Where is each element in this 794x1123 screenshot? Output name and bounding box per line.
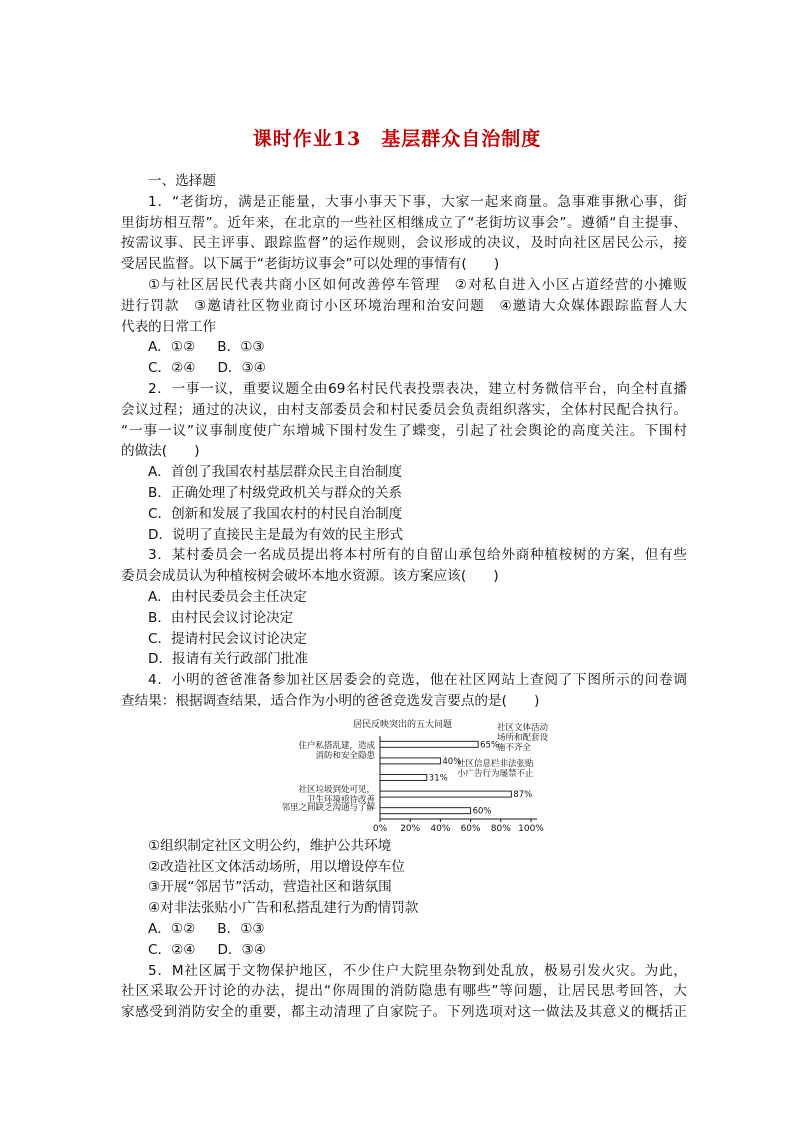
bar — [380, 774, 427, 780]
option-b[interactable]: B．①③ — [217, 920, 265, 937]
question-line: 受居民监督。以下属于“老街坊议事会”可以处理的事情有( ) — [121, 256, 500, 273]
option-row — [121, 358, 687, 379]
question-4 — [121, 670, 687, 960]
question-line: 按需议事、民主评事、跟踪监督”的运作规则，会议形成的决议，及时向社区居民公示，接 — [121, 235, 687, 252]
x-tick-label: 20% — [400, 823, 421, 832]
option-row — [121, 940, 687, 961]
option-row — [121, 919, 687, 940]
question-line: 4．小明的爸爸准备参加社区居委会的竞选，他在社区网站上查阅了下图所示的问卷调 — [148, 672, 687, 689]
question-line: 3．某村委员会一名成员提出将本村所有的自留山承包给外商种植桉树的方案，但有些 — [148, 547, 687, 564]
question-5 — [121, 961, 687, 1023]
x-tick-label: 0% — [372, 823, 388, 832]
option-row — [121, 337, 687, 358]
option-d[interactable]: D．报请有关行政部门批准 — [148, 651, 308, 668]
option-b[interactable]: B．由村民会议讨论决定 — [148, 609, 294, 626]
question-line: 的做法( ) — [121, 443, 200, 460]
question-1 — [121, 192, 687, 379]
category-label: 社区信息栏非法张贴 — [457, 758, 534, 769]
category-label: 场所和配套设 — [497, 732, 549, 743]
category-label: 住户私搭乱建，造成 — [298, 740, 375, 751]
category-label: 小广告行为屡禁不止 — [457, 768, 534, 779]
option-a[interactable]: A．①② — [148, 339, 196, 356]
statement-item: ④对非法张贴小广告和私搭乱建行为酌情罚款 — [148, 900, 419, 917]
option-c[interactable]: C．②④ — [148, 360, 196, 377]
section-heading: 一、选择题 — [148, 173, 216, 189]
option-a[interactable]: A．①② — [148, 920, 196, 937]
statement-item: ①组织制定社区文明公约，维护公共环境 — [148, 837, 392, 854]
chart-title: 居民反映突出的五大问题 — [353, 719, 453, 730]
question-line: 2．一事一议，重要议题全由69名村民代表投票表决，建立村务微信平台，向全村直播 — [148, 380, 687, 397]
category-label: 社区文体活动 — [497, 722, 549, 733]
statement-item: ③开展“邻居节”活动，营造社区和谐氛围 — [148, 879, 392, 896]
question-line: 1．“老街坊，满是正能量，大事小事天下事，大家一起来商量。急事难事揪心事，街 — [148, 193, 687, 210]
bar — [380, 758, 440, 764]
survey-chart — [121, 718, 687, 832]
bar-value-label: 31% — [428, 773, 448, 784]
bar-value-label: 87% — [513, 789, 533, 800]
question-line: 会议过程；通过的决议，由村支部委员会和村民委员会负责组织落实，全体村民配合执行。 — [121, 401, 687, 418]
x-tick-label: 60% — [460, 823, 481, 832]
question-line: 代表的日常工作 — [121, 318, 217, 335]
bar — [380, 807, 471, 813]
category-label: 社区垃圾到处可见， — [298, 784, 375, 795]
question-line: 委员会成员认为种植桉树会破坏本地水资源。该方案应该( ) — [121, 568, 499, 585]
statement-item: ②改造社区文体活动场所，用以增设停车位 — [148, 858, 405, 875]
survey-bar-chart — [121, 718, 687, 832]
question-line: 查结果：根据调查结果，适合作为小明的爸爸竞选发言要点的是( ) — [121, 692, 540, 709]
page-title: 课时作业13 基层群众自治制度 — [252, 128, 542, 150]
question-line: 社区采取公开讨论的办法，提出“你周围的消防隐患有哪些”等问题，让居民思考回答，大 — [121, 983, 687, 1000]
option-d[interactable]: D．③④ — [217, 360, 266, 377]
option-d[interactable]: D．③④ — [217, 941, 266, 958]
option-b[interactable]: B．①③ — [217, 339, 265, 356]
bar — [380, 741, 478, 747]
bar-value-label: 65% — [480, 740, 500, 751]
option-c[interactable]: C．②④ — [148, 941, 196, 958]
category-label: 卫生环境亟待改善 — [306, 794, 375, 805]
question-2 — [121, 379, 687, 545]
question-line: 进行罚款 ③邀请社区物业商讨小区环境治理和治安问题 ④邀请大众媒体跟踪监督人大 — [121, 297, 687, 314]
question-line: 里街坊相互帮”。近年来，在北京的一些社区相继成立了“老街坊议事会”。遵循“自主提事、 — [121, 214, 687, 231]
option-a[interactable]: A．由村民委员会主任决定 — [148, 588, 307, 605]
category-label: 施不齐全 — [497, 742, 532, 753]
question-line: 家感受到消防安全的重要，都主动清理了自家院子。下列选项对这一做法及其意义的概括正 — [121, 1004, 687, 1021]
x-tick-label: 40% — [430, 823, 451, 832]
option-d[interactable]: D．说明了直接民主是最为有效的民主形式 — [148, 526, 404, 543]
option-c[interactable]: C．提请村民会议讨论决定 — [148, 630, 308, 647]
exercise-content — [121, 171, 687, 1023]
question-3 — [121, 545, 687, 670]
option-b[interactable]: B．正确处理了村级党政机关与群众的关系 — [148, 484, 403, 501]
question-line: “一事一议”议事制度使广东增城下围村发生了蝶变，引起了社会舆论的高度关注。下围村 — [121, 422, 687, 439]
question-line: ①与社区居民代表共商小区如何改善停车管理 ②对私自进入小区占道经营的小摊贩 — [148, 276, 687, 293]
question-line: 5．M社区属于文物保护地区，不少住户大院里杂物到处乱放，极易引发火灾。为此， — [148, 962, 687, 979]
bar — [380, 791, 511, 797]
x-tick-label: 100% — [518, 823, 544, 832]
bar-value-label: 40% — [442, 756, 462, 767]
option-a[interactable]: A．首创了我国农村基层群众民主自治制度 — [148, 464, 402, 481]
bar-value-label: 60% — [472, 806, 492, 817]
category-label: 消防和安全隐患 — [315, 750, 375, 761]
category-label: 邻里之间缺乏沟通与了解 — [281, 802, 375, 813]
option-c[interactable]: C．创新和发展了我国农村的村民自治制度 — [148, 505, 403, 522]
x-tick-label: 80% — [490, 823, 511, 832]
